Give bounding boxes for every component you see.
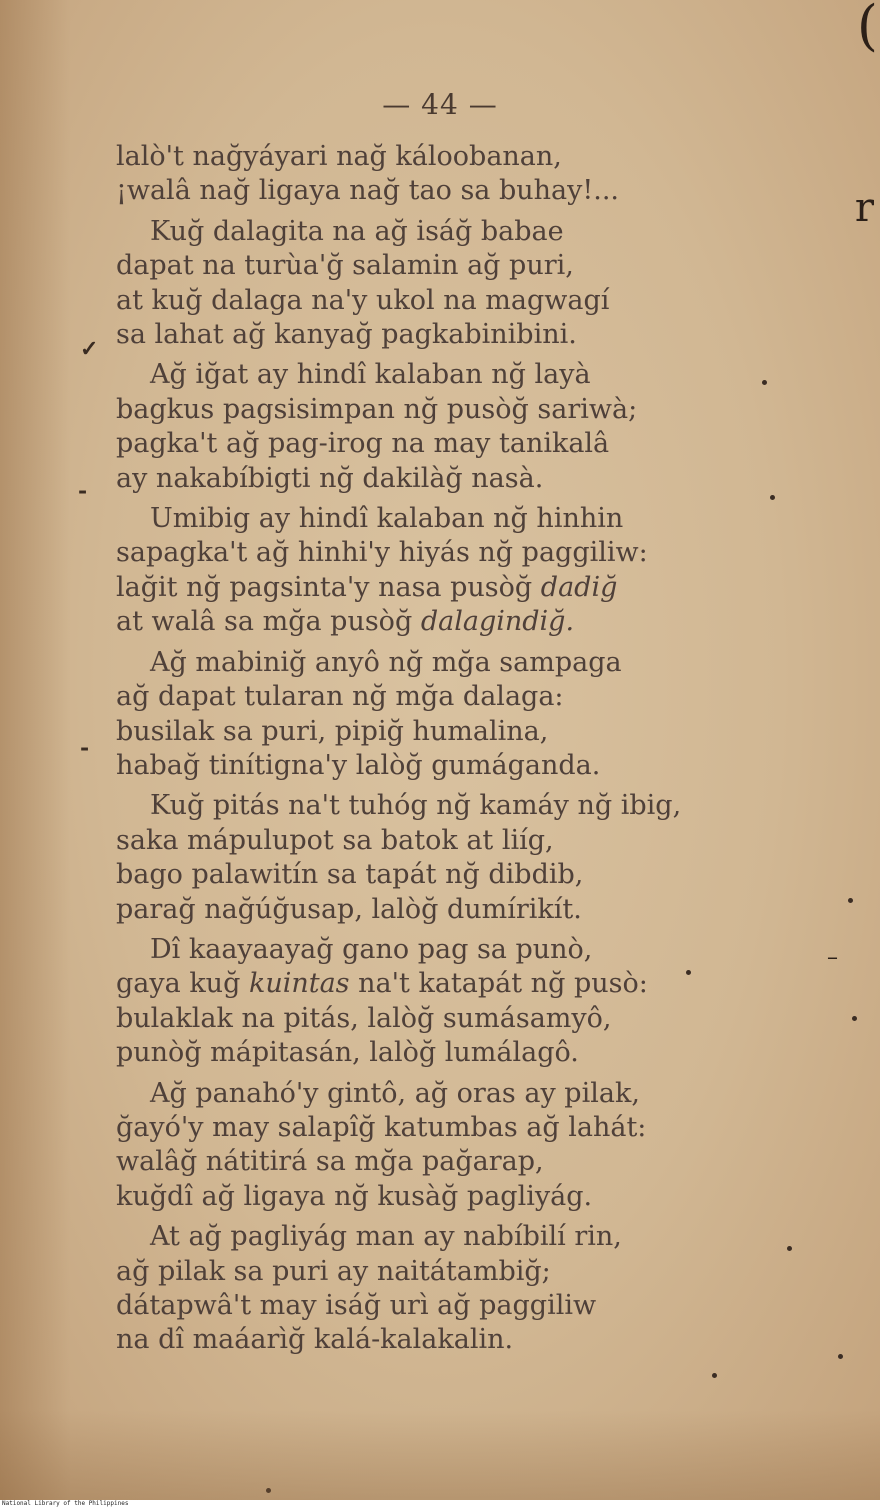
paper-speck xyxy=(848,898,853,903)
poem-text xyxy=(116,140,756,1364)
poem-line: Dî kaayaayağ gano pag sa punò, xyxy=(150,933,593,965)
poem-line-text: na't katapát nğ pusò: xyxy=(358,968,648,1000)
edge-mark-dash: – xyxy=(827,945,838,970)
poem-line: bulaklak na pitás, lalòğ sumásamyô, xyxy=(116,1002,612,1034)
paper-speck xyxy=(266,1488,271,1493)
stanza xyxy=(116,933,756,1071)
library-watermark: National Library of the Philippines xyxy=(0,1500,880,1508)
edge-mark-paren: ( xyxy=(856,0,878,57)
poem-line xyxy=(116,571,756,605)
paper-speck xyxy=(852,1016,857,1021)
poem-line-text: gaya kuğ xyxy=(116,968,241,1000)
italic-word: dadiğ xyxy=(540,571,618,603)
poem-line: ay nakabíbigti nğ dakilàğ nasà. xyxy=(116,462,544,494)
paper-speck xyxy=(712,1373,717,1378)
poem-line: Ağ mabiniğ anyô nğ mğa sampaga xyxy=(150,646,622,678)
poem-line: pagka't ağ pag-irog na may tanikalâ xyxy=(116,428,610,460)
poem-line: ağ dapat tularan nğ mğa dalaga: xyxy=(116,681,564,713)
poem-line: at kuğ dalaga na'y ukol na magwagí xyxy=(116,284,610,316)
poem-line-text: at walâ sa mğa pusòğ xyxy=(116,606,413,638)
stanza xyxy=(116,358,756,496)
stanza xyxy=(116,646,756,784)
poem-line-text: lağit nğ pagsinta'y nasa pusòğ xyxy=(116,571,533,603)
italic-word: dalagindiğ. xyxy=(420,606,575,638)
poem-line: busilak sa puri, pipiğ humalina, xyxy=(116,715,549,747)
poem-line: saka mápulupot sa batok at liíg, xyxy=(116,824,554,856)
poem-line: At ağ pagliyág man ay nabíbilí rin, xyxy=(150,1221,622,1253)
poem-line: habağ tinítigna'y lalòğ gumáganda. xyxy=(116,749,601,781)
poem-line: lalò't nağyáyari nağ káloobanan, xyxy=(116,141,562,172)
poem-line: walâğ nátitirá sa mğa pağarap, xyxy=(116,1146,544,1178)
margin-dash-mark: ‑ xyxy=(80,735,90,761)
poem-line: bago palawitín sa tapát nğ dibdib, xyxy=(116,859,584,891)
paper-speck xyxy=(787,1246,792,1251)
poem-line xyxy=(116,605,756,639)
poem-line: Umibig ay hindî kalaban nğ hinhin xyxy=(150,503,624,535)
stanza xyxy=(116,1077,756,1215)
stanza xyxy=(116,502,756,640)
paper-speck xyxy=(770,495,775,500)
poem-line: Ağ panahó'y gintô, ağ oras ay pilak, xyxy=(150,1077,640,1109)
poem-line: na dî maáarìğ kalá-kalakalin. xyxy=(116,1324,514,1356)
poem-line: kuğdî ağ ligaya nğ kusàğ pagliyág. xyxy=(116,1180,593,1212)
paper-speck xyxy=(762,380,767,385)
italic-word: kuintas xyxy=(248,968,350,1000)
poem-line: sa lahat ağ kanyağ pagkabinibini. xyxy=(116,319,577,351)
poem-line: sapagka't ağ hinhi'y hiyás nğ paggiliw: xyxy=(116,537,648,569)
page-number: — 44 — xyxy=(382,88,498,121)
poem-line: parağ nağúğusap, lalòğ dumírikít. xyxy=(116,893,582,925)
paper-speck xyxy=(838,1354,843,1359)
stanza xyxy=(116,140,756,209)
stanza xyxy=(116,789,756,927)
margin-dash-mark: ‑ xyxy=(78,478,88,504)
stanza xyxy=(116,215,756,353)
margin-tick-mark: ✓ xyxy=(80,336,99,362)
edge-mark-slash: r xyxy=(854,185,874,231)
poem-line: ¡walâ nağ ligaya nağ tao sa buhay!... xyxy=(116,175,619,207)
poem-line: dátapwâ't may isáğ urì ağ paggiliw xyxy=(116,1290,597,1321)
poem-line: bagkus pagsisimpan nğ pusòğ sariwà; xyxy=(116,393,638,425)
poem-line: ğayó'y may salapîğ katumbas ağ lahát: xyxy=(116,1111,647,1143)
poem-line: dapat na turùa'ğ salamin ağ puri, xyxy=(116,250,574,282)
poem-line xyxy=(116,967,756,1001)
poem-line: Kuğ dalagita na ağ isáğ babae xyxy=(150,215,564,247)
paper-speck xyxy=(686,970,691,975)
poem-line: Kuğ pitás na't tuhóg nğ kamáy nğ ibig, xyxy=(150,790,682,822)
poem-line: Ağ iğat ay hindî kalaban nğ layà xyxy=(150,359,591,391)
stanza xyxy=(116,1220,756,1358)
poem-line: ağ pilak sa puri ay naitátambiğ; xyxy=(116,1255,551,1287)
poem-line: punòğ mápitasán, lalòğ lumálagô. xyxy=(116,1037,579,1069)
